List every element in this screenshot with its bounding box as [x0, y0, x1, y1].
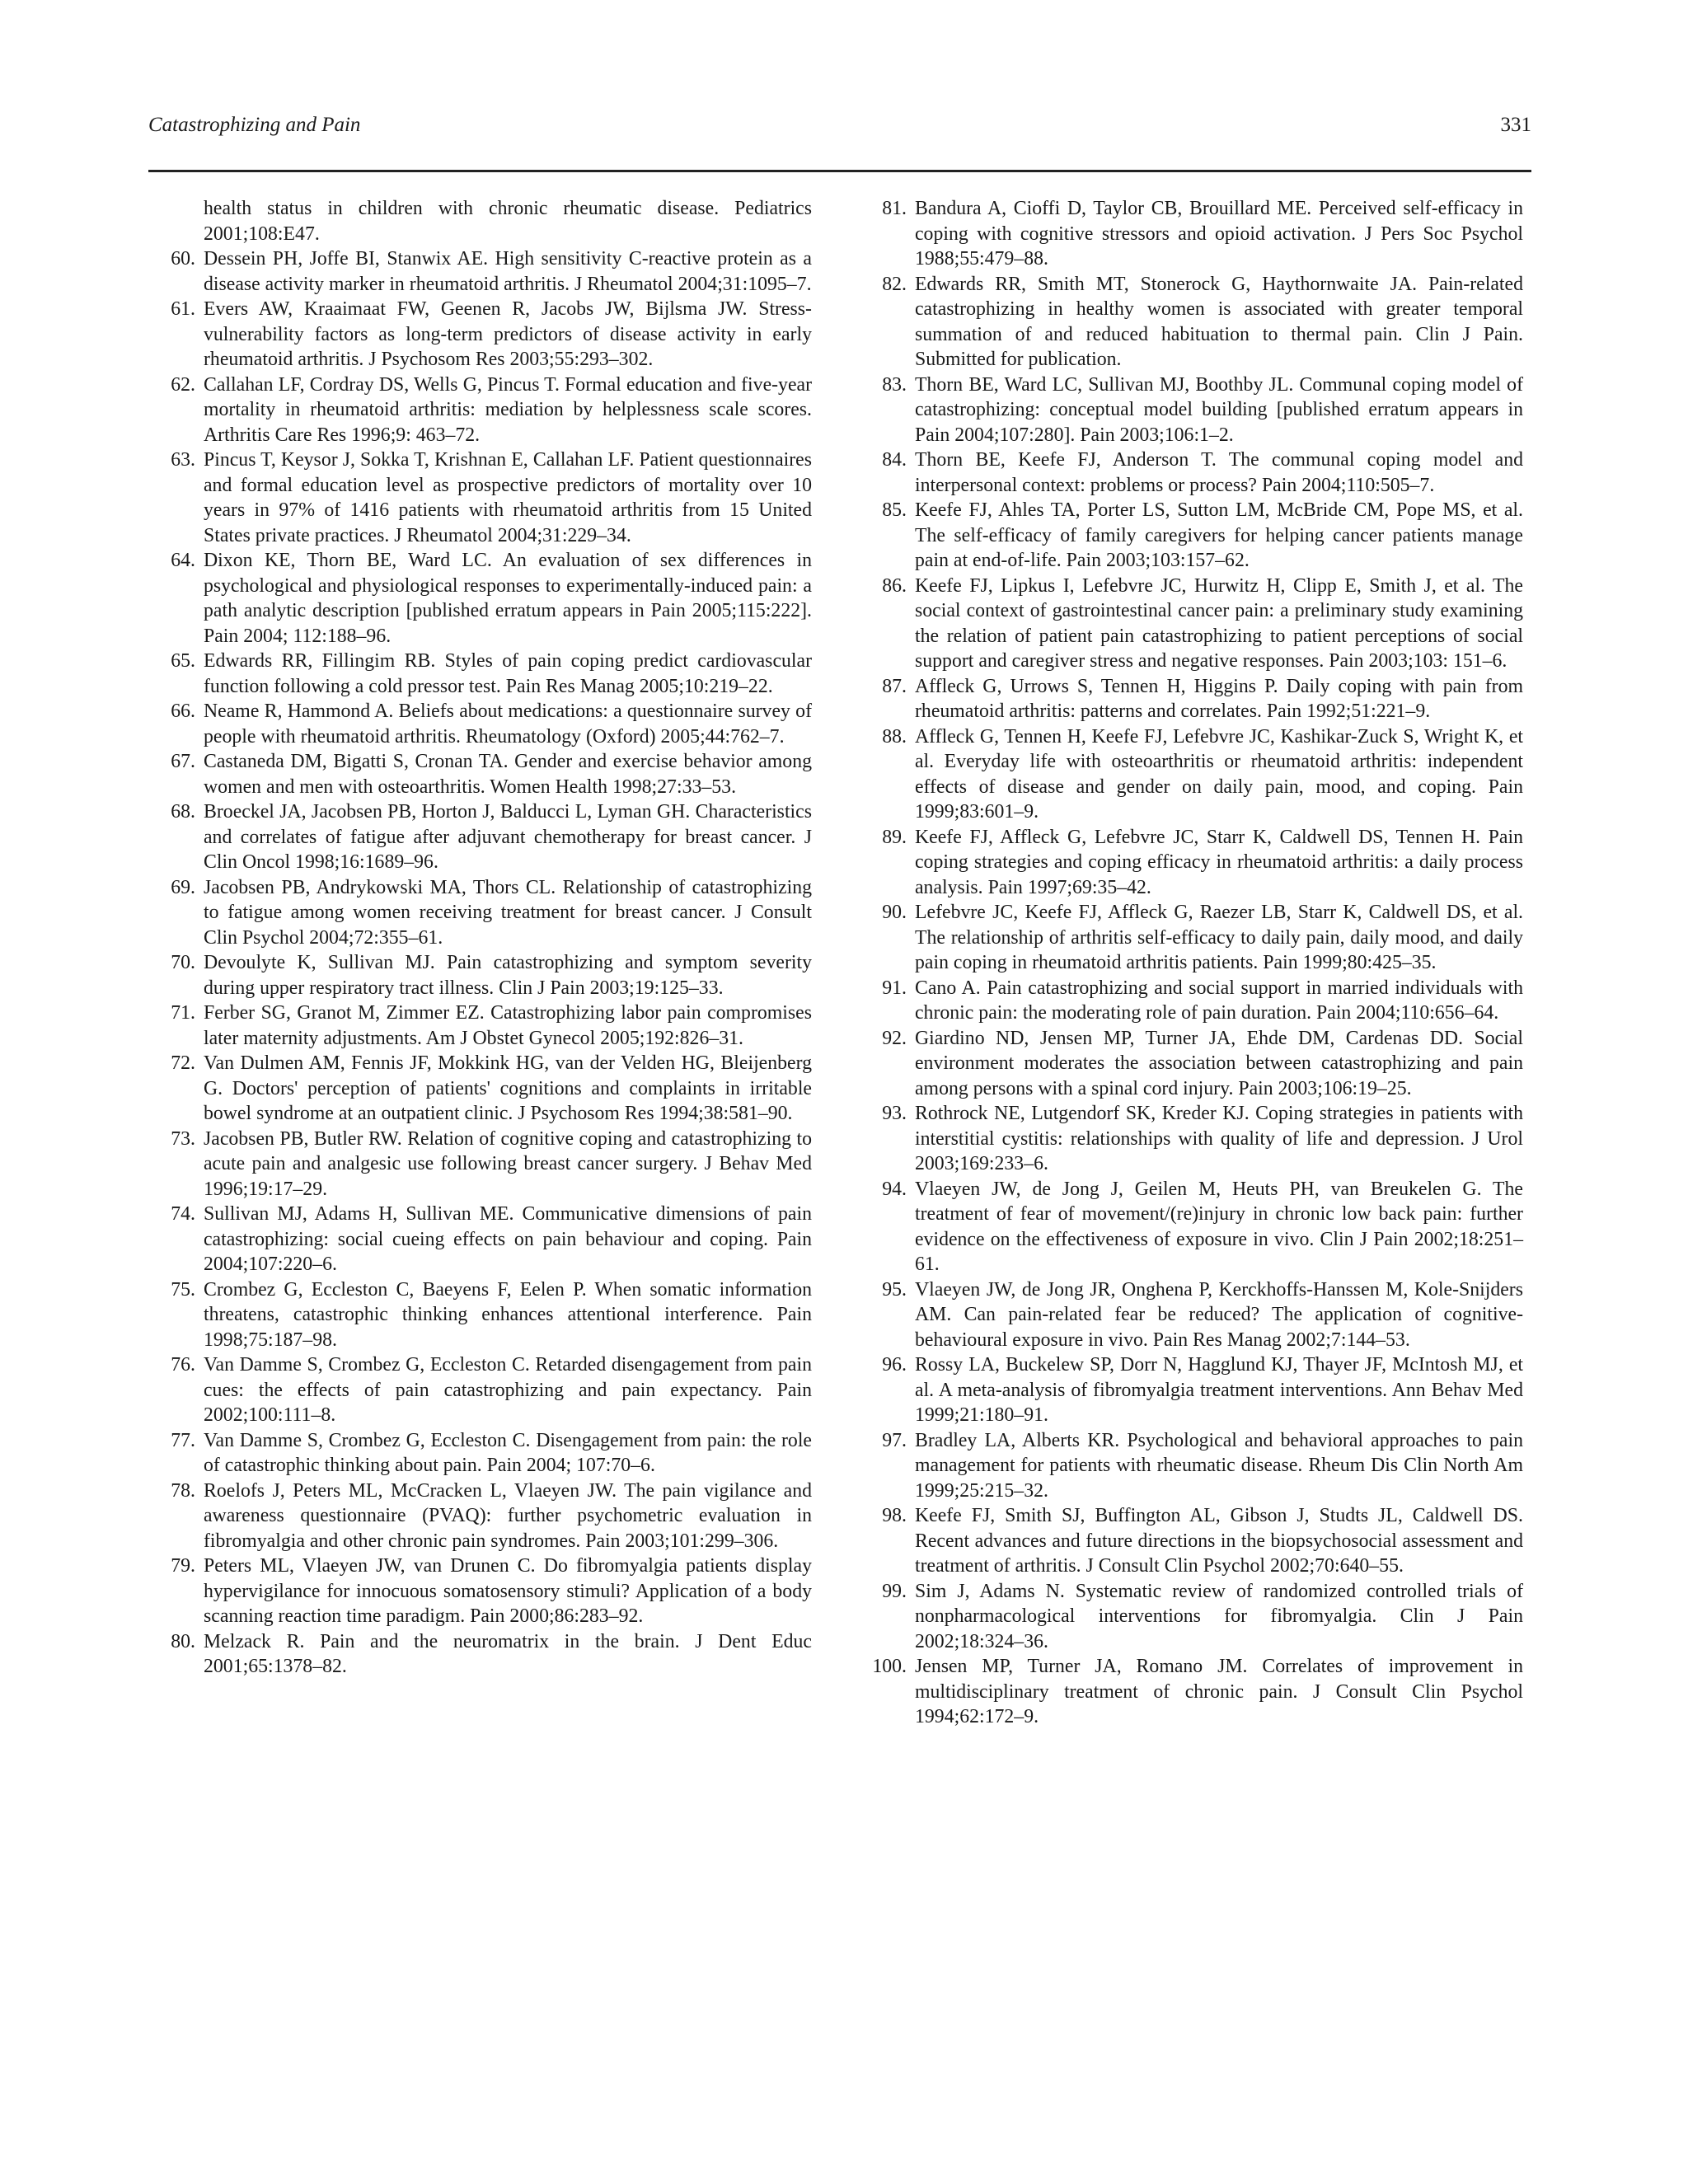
reference-item — [860, 1352, 1523, 1428]
reference-item — [860, 1503, 1523, 1579]
reference-item — [148, 448, 812, 548]
reference-text: Ferber SG, Granot M, Zimmer EZ. Catastrophizing labor pain compromises later maternity adjustments. Am J Obstet Gynecol 2005;192:826–31. — [204, 1002, 812, 1049]
reference-item — [148, 1202, 812, 1277]
reference-number: 82. — [882, 273, 907, 295]
reference-number: 73. — [171, 1127, 195, 1150]
reference-item — [148, 649, 812, 699]
reference-number: 79. — [171, 1555, 195, 1577]
reference-text: Cano A. Pain catastrophizing and social support in married individuals with chronic pain: the moderating role of pain duration. Pain 2004;110:656–64. — [915, 977, 1523, 1024]
reference-number: 87. — [882, 675, 907, 697]
reference-number: 97. — [882, 1429, 907, 1451]
reference-number: 90. — [882, 902, 907, 923]
reference-text: Rothrock NE, Lutgendorf SK, Kreder KJ. Coping strategies in patients with interstitial cystitis: relationships with quality of life and depression. J Urol 2003;169:233–6. — [915, 1103, 1523, 1174]
reference-text: Van Damme S, Crombez G, Eccleston C. Disengagement from pain: the role of catastrophic thinking about pain. Pain 2004; 107:70–6. — [204, 1429, 812, 1476]
reference-text: Thorn BE, Keefe FJ, Anderson T. The communal coping model and interpersonal context: problems or process? Pain 2004;110:505–7. — [915, 449, 1523, 496]
reference-number: 85. — [882, 499, 907, 521]
reference-text: Sim J, Adams N. Systematic review of randomized controlled trials of nonpharmacological interventions for fibromyalgia. Clin J Pain 2002;18:324–36. — [915, 1580, 1523, 1652]
reference-item — [148, 1127, 812, 1202]
reference-text: Jensen MP, Turner JA, Romano JM. Correlates of improvement in multidisciplinary treatment of chronic pain. J Consult Clin Psychol 1994;62:172–9. — [915, 1656, 1523, 1727]
reference-number: 91. — [882, 977, 907, 999]
reference-number: 69. — [171, 876, 195, 898]
reference-item — [860, 1579, 1523, 1655]
reference-column-left — [148, 196, 812, 1680]
reference-number: 94. — [882, 1178, 907, 1200]
reference-item — [148, 1051, 812, 1127]
reference-text: Vlaeyen JW, de Jong J, Geilen M, Heuts PH, van Breukelen G. The treatment of fear of movement/(re)injury in chronic low back pain: further evidence on the effectiveness of exposure in vivo. Clin J Pain 2002;18:251–61. — [915, 1178, 1523, 1275]
reference-number: 68. — [171, 801, 195, 823]
reference-text: Bandura A, Cioffi D, Taylor CB, Brouillard ME. Perceived self-efficacy in coping with cognitive stressors and opioid activation. J Pers Soc Psychol 1988;55:479–88. — [915, 198, 1523, 269]
reference-text: Devoulyte K, Sullivan MJ. Pain catastrophizing and symptom severity during upper respiratory tract illness. Clin J Pain 2003;19:125–33. — [204, 952, 812, 999]
reference-number: 78. — [171, 1479, 195, 1502]
reference-item — [860, 373, 1523, 448]
reference-item — [148, 373, 812, 448]
reference-text: Jacobsen PB, Butler RW. Relation of cognitive coping and catastrophizing to acute pain and analgesic use following breast cancer surgery. J Behav Med 1996;19:17–29. — [204, 1127, 812, 1200]
reference-text: Pincus T, Keysor J, Sokka T, Krishnan E, Callahan LF. Patient questionnaires and formal education level as prospective predictors of mortality over 10 years in 97% of 1416 patients with rheumatoid arthritis from 15 United States private practices. J Rheumatol 2004;31:229–34. — [204, 449, 812, 546]
reference-number: 80. — [171, 1630, 195, 1652]
reference-item — [860, 825, 1523, 901]
reference-text: Van Damme S, Crombez G, Eccleston C. Retarded disengagement from pain cues: the effects of pain catastrophizing and pain expectancy. Pain 2002;100:111–8. — [204, 1354, 812, 1426]
reference-number: 75. — [171, 1278, 195, 1301]
reference-number: 70. — [171, 952, 195, 973]
reference-number: 96. — [882, 1354, 907, 1376]
reference-text: Dessein PH, Joffe BI, Stanwix AE. High sensitivity C-reactive protein as a disease activity marker in rheumatoid arthritis. J Rheumatol 2004;31:1095–7. — [204, 248, 812, 295]
reference-number: 61. — [171, 298, 195, 320]
reference-item — [148, 246, 812, 297]
reference-number: 95. — [882, 1278, 907, 1301]
reference-number: 98. — [882, 1505, 907, 1526]
page-header — [148, 114, 1531, 147]
running-title: Catastrophizing and Pain — [148, 114, 361, 136]
reference-text: Affleck G, Tennen H, Keefe FJ, Lefebvre JC, Kashikar-Zuck S, Wright K, et al. Everyday life with osteoarthritis or rheumatoid arthritis: independent effects of disease and gender on daily pain, mood, and coping. Pain 1999;83:601–9. — [915, 725, 1523, 823]
reference-item — [860, 900, 1523, 976]
reference-item — [860, 976, 1523, 1026]
reference-item — [860, 1428, 1523, 1504]
reference-item — [860, 674, 1523, 724]
reference-number: 67. — [171, 751, 195, 772]
reference-text: Evers AW, Kraaimaat FW, Geenen R, Jacobs JW, Bijlsma JW. Stress-vulnerability factors as long-term predictors of disease activity in early rheumatoid arthritis. J Psychosom Res 2003;55:293–302. — [204, 298, 812, 370]
reference-item — [860, 196, 1523, 272]
reference-item — [860, 448, 1523, 498]
reference-text: Edwards RR, Fillingim RB. Styles of pain coping predict cardiovascular function following a cold pressor test. Pain Res Manag 2005;10:219–22. — [204, 650, 812, 697]
reference-text: Keefe FJ, Lipkus I, Lefebvre JC, Hurwitz H, Clipp E, Smith J, et al. The social context of gastrointestinal cancer pain: a preliminary study examining the relation of patient pain catastrophizing to patient perceptions of social support and caregiver stress and negative responses. Pain 2003;103: 151–6. — [915, 574, 1523, 672]
reference-item — [860, 724, 1523, 825]
reference-item — [148, 1001, 812, 1051]
reference-item — [148, 1277, 812, 1353]
reference-text: Keefe FJ, Affleck G, Lefebvre JC, Starr K, Caldwell DS, Tennen H. Pain coping strategies and coping efficacy in rheumatoid arthritis: a daily process analysis. Pain 1997;69:35–42. — [915, 826, 1523, 898]
reference-item — [148, 699, 812, 749]
reference-text: Rossy LA, Buckelew SP, Dorr N, Hagglund KJ, Thayer JF, McIntosh MJ, et al. A meta-analysis of fibromyalgia treatment interventions. Ann Behav Med 1999;21:180–91. — [915, 1354, 1523, 1426]
reference-text: Keefe FJ, Ahles TA, Porter LS, Sutton LM, McBride CM, Pope MS, et al. The self-efficacy of family caregivers for helping cancer patients manage pain at end-of-life. Pain 2003;103:157–62. — [915, 499, 1523, 571]
reference-text: Giardino ND, Jensen MP, Turner JA, Ehde DM, Cardenas DD. Social environment moderates the association between catastrophizing and pain among persons with a spinal cord injury. Pain 2003;106:19–25. — [915, 1027, 1523, 1099]
reference-number: 84. — [882, 449, 907, 471]
reference-item — [148, 1479, 812, 1554]
reference-item — [148, 297, 812, 373]
page-number: 331 — [1500, 114, 1531, 136]
reference-item — [860, 1101, 1523, 1177]
reference-item — [148, 1428, 812, 1479]
reference-item — [148, 749, 812, 799]
reference-item — [860, 1654, 1523, 1730]
reference-text: Callahan LF, Cordray DS, Wells G, Pincus T. Formal education and five-year mortality in rheumatoid arthritis: mediation by helplessness scale scores. Arthritis Care Res 1996;9: 463–72. — [204, 373, 812, 446]
reference-item — [148, 1554, 812, 1629]
reference-text: Lefebvre JC, Keefe FJ, Affleck G, Raezer LB, Starr K, Caldwell DS, et al. The relationship of arthritis self-efficacy to daily pain, daily mood, and daily pain coping in rheumatoid arthritis patients. Pain 1999;80:425–35. — [915, 902, 1523, 973]
reference-number: 65. — [171, 650, 195, 672]
reference-item — [148, 1629, 812, 1680]
reference-number: 93. — [882, 1103, 907, 1124]
reference-number: 74. — [171, 1203, 195, 1225]
reference-text: Keefe FJ, Smith SJ, Buffington AL, Gibson J, Studts JL, Caldwell DS. Recent advances and future directions in the biopsychosocial assessment and treatment of arthritis. J Consult Clin Psychol 2002;70:640–55. — [915, 1505, 1523, 1577]
reference-text: Castaneda DM, Bigatti S, Cronan TA. Gender and exercise behavior among women and men with osteoarthritis. Women Health 1998;27:33–53. — [204, 751, 812, 798]
reference-number: 64. — [171, 550, 195, 571]
reference-item — [860, 1026, 1523, 1102]
header-rule — [148, 170, 1531, 172]
reference-item — [860, 498, 1523, 574]
reference-text: Affleck G, Urrows S, Tennen H, Higgins P. Daily coping with pain from rheumatoid arthritis: patterns and correlates. Pain 1992;51:221–9. — [915, 675, 1523, 722]
reference-item — [148, 799, 812, 875]
reference-text: health status in children with chronic rheumatic disease. Pediatrics 2001;108:E47. — [204, 198, 812, 245]
reference-number: 60. — [171, 248, 195, 269]
reference-number: 100. — [872, 1656, 907, 1677]
reference-text: Crombez G, Eccleston C, Baeyens F, Eelen P. When somatic information threatens, catastrophic thinking enhances attentional interference. Pain 1998;75:187–98. — [204, 1278, 812, 1351]
reference-text: Jacobsen PB, Andrykowski MA, Thors CL. Relationship of catastrophizing to fatigue among women receiving treatment for breast cancer. J Consult Clin Psychol 2004;72:355–61. — [204, 876, 812, 949]
reference-text: Dixon KE, Thorn BE, Ward LC. An evaluation of sex differences in psychological and physiological responses to experimentally-induced pain: a path analytic description [published erratum appears in Pain 2005;115:222]. Pain 2004; 112:188–96. — [204, 550, 812, 647]
reference-text: Broeckel JA, Jacobsen PB, Horton J, Balducci L, Lyman GH. Characteristics and correlates of fatigue after adjuvant chemotherapy for breast cancer. J Clin Oncol 1998;16:1689–96. — [204, 801, 812, 873]
reference-item — [860, 574, 1523, 674]
reference-column-right — [860, 196, 1523, 1730]
reference-number: 83. — [882, 373, 907, 396]
reference-number: 66. — [171, 701, 195, 722]
reference-item — [148, 548, 812, 649]
reference-text: Bradley LA, Alberts KR. Psychological and behavioral approaches to pain management for patients with rheumatic disease. Rheum Dis Clin North Am 1999;25:215–32. — [915, 1429, 1523, 1502]
reference-text: Peters ML, Vlaeyen JW, van Drunen C. Do fibromyalgia patients display hypervigilance for innocuous somatosensory stimuli? Application of a body scanning reaction time paradigm. Pain 2000;86:283–92. — [204, 1555, 812, 1627]
reference-item — [148, 1352, 812, 1428]
reference-item — [860, 1277, 1523, 1353]
reference-number: 63. — [171, 449, 195, 471]
reference-number: 86. — [882, 574, 907, 597]
reference-text: Melzack R. Pain and the neuromatrix in the brain. J Dent Educ 2001;65:1378–82. — [204, 1630, 812, 1677]
reference-text: Neame R, Hammond A. Beliefs about medications: a questionnaire survey of people with rheumatoid arthritis. Rheumatology (Oxford) 2005;44:762–7. — [204, 701, 812, 748]
reference-number: 88. — [882, 725, 907, 748]
reference-number: 76. — [171, 1354, 195, 1376]
reference-text: Sullivan MJ, Adams H, Sullivan ME. Communicative dimensions of pain catastrophizing: social cueing effects on pain behaviour and coping. Pain 2004;107:220–6. — [204, 1203, 812, 1275]
reference-item — [148, 950, 812, 1001]
reference-number: 77. — [171, 1429, 195, 1451]
reference-item — [860, 272, 1523, 373]
reference-text: Van Dulmen AM, Fennis JF, Mokkink HG, van der Velden HG, Bleijenberg G. Doctors' perception of patients' cognitions and complaints in irritable bowel syndrome at an outpatient clinic. J Psychosom Res 1994;38:581–90. — [204, 1052, 812, 1124]
reference-number: 81. — [882, 198, 907, 219]
reference-item — [148, 875, 812, 951]
reference-item — [860, 1177, 1523, 1277]
reference-text: Edwards RR, Smith MT, Stonerock G, Haythornwaite JA. Pain-related catastrophizing in healthy women is associated with greater temporal summation of and reduced habituation to thermal pain. Clin J Pain. Submitted for publication. — [915, 273, 1523, 370]
reference-number: 62. — [171, 373, 195, 396]
reference-number: 89. — [882, 826, 907, 848]
reference-text: Roelofs J, Peters ML, McCracken L, Vlaeyen JW. The pain vigilance and awareness questionnaire (PVAQ): further psychometric evaluation in fibromyalgia and other chronic pain syndromes. Pain 2003;101:299–306. — [204, 1479, 812, 1552]
reference-text: Thorn BE, Ward LC, Sullivan MJ, Boothby JL. Communal coping model of catastrophizing: conceptual model building [published erratum appears in Pain 2004;107:280]. Pain 2003;106:1–2. — [915, 373, 1523, 446]
reference-number: 92. — [882, 1027, 907, 1049]
reference-item — [148, 196, 812, 246]
reference-number: 99. — [882, 1580, 907, 1602]
reference-number: 72. — [171, 1052, 195, 1074]
reference-number: 71. — [171, 1002, 195, 1024]
reference-text: Vlaeyen JW, de Jong JR, Onghena P, Kerckhoffs-Hanssen M, Kole-Snijders AM. Can pain-related fear be reduced? The application of cognitive-behavioural exposure in vivo. Pain Res Manag 2002;7:144–53. — [915, 1278, 1523, 1351]
